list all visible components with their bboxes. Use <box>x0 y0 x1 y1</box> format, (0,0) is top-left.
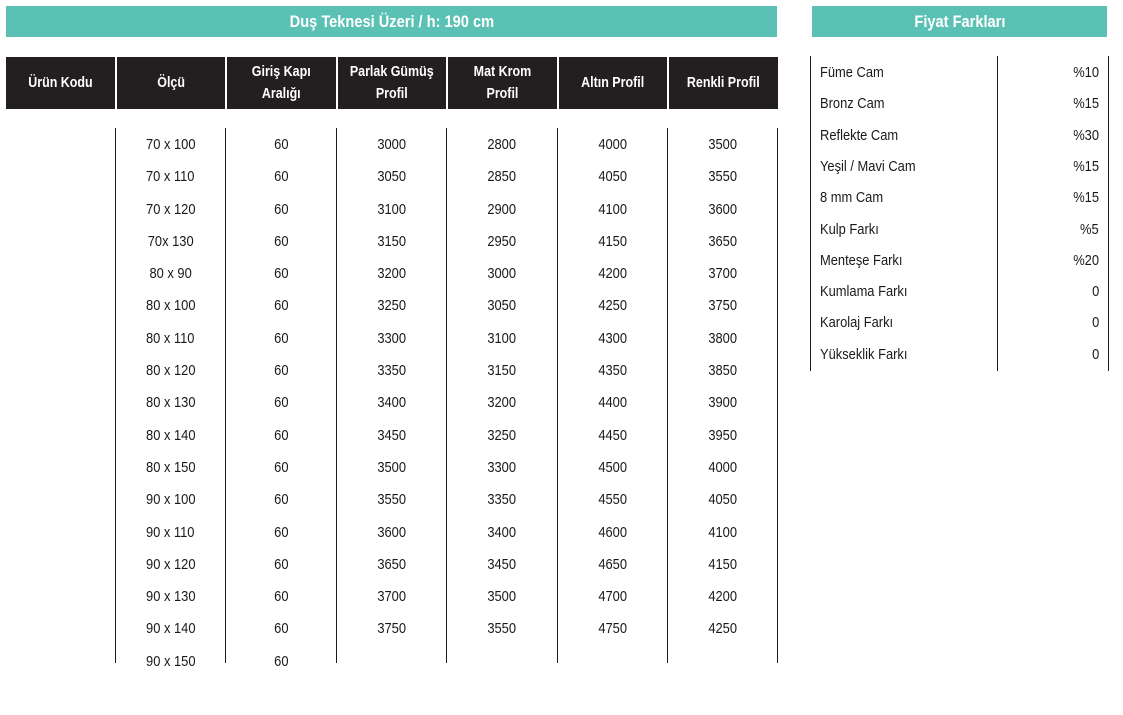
table-cell-renkli-profil: 4000 <box>708 458 738 476</box>
table-cell-altin-profil: 4300 <box>598 329 627 347</box>
price-difference-label: Kulp Farkı <box>820 220 879 238</box>
table-cell-altin-profil: 4400 <box>598 394 627 412</box>
table-cell-renkli-profil: 3800 <box>708 329 738 347</box>
table-cell-mat-krom-profil: 3250 <box>487 426 517 444</box>
table-cell-mat-krom-profil: 3500 <box>487 588 517 606</box>
table-cell-parlak-gumus-profil: 3300 <box>377 329 406 347</box>
column-header-renkli-profil: Renkli Profil <box>667 57 778 109</box>
column-olcu <box>115 128 225 670</box>
table-cell-mat-krom-profil: 3050 <box>487 297 517 315</box>
price-difference-label: Füme Cam <box>820 64 884 81</box>
price-table <box>6 57 778 670</box>
column-giris-kapi-araligi <box>225 128 336 670</box>
table-cell-olcu: 90 x 140 <box>145 620 196 638</box>
table-cell-mat-krom-profil: 3450 <box>487 555 517 573</box>
table-cell-parlak-gumus-profil: 3200 <box>377 265 406 283</box>
price-difference-value: %15 <box>1073 189 1099 207</box>
table-cell-giris-kapi-araligi: 60 <box>273 491 289 509</box>
table-cell-parlak-gumus-profil: 3700 <box>377 588 406 606</box>
table-cell-altin-profil: 4000 <box>598 136 627 153</box>
price-difference-value: 0 <box>1091 314 1099 332</box>
table-cell-renkli-profil: 3500 <box>708 136 738 153</box>
table-cell-renkli-profil: 3700 <box>708 265 738 283</box>
price-difference-value: 0 <box>1091 345 1099 363</box>
price-difference-row <box>810 245 1109 276</box>
table-cell-parlak-gumus-profil: 3250 <box>377 297 406 315</box>
price-difference-value: %20 <box>1073 251 1099 269</box>
price-difference-value: %5 <box>1080 220 1099 238</box>
price-difference-label: Yükseklik Farkı <box>820 345 908 363</box>
table-cell-parlak-gumus-profil: 3450 <box>377 426 406 444</box>
price-difference-label: 8 mm Cam <box>820 189 884 207</box>
table-cell-altin-profil: 4700 <box>598 588 627 606</box>
table-cell-mat-krom-profil: 2850 <box>487 168 517 186</box>
column-header-altin-profil: Altın Profil <box>557 57 667 109</box>
table-cell-renkli-profil: 3900 <box>708 394 738 412</box>
price-difference-value: %30 <box>1073 126 1099 144</box>
column-header-urun-kodu: Ürün Kodu <box>28 75 93 91</box>
table-cell-giris-kapi-araligi: 60 <box>273 394 289 412</box>
table-cell-mat-krom-profil: 3150 <box>487 362 517 380</box>
table-cell-giris-kapi-araligi: 60 <box>273 232 289 250</box>
table-cell-parlak-gumus-profil: 3500 <box>377 458 406 476</box>
table-cell-altin-profil: 4450 <box>598 426 627 444</box>
table-cell-olcu: 80 x 140 <box>145 426 196 444</box>
price-difference-label: Kumlama Farkı <box>820 283 908 301</box>
table-cell-olcu: 80 x 130 <box>145 394 196 412</box>
price-difference-row <box>810 276 1109 307</box>
table-cell-olcu: 90 x 150 <box>145 652 196 670</box>
table-cell-altin-profil: 4250 <box>598 297 627 315</box>
table-cell-giris-kapi-araligi: 60 <box>273 555 289 573</box>
price-difference-row <box>810 151 1109 182</box>
table-cell-renkli-profil: 4250 <box>708 620 738 638</box>
price-difference-label: Menteşe Farkı <box>820 251 903 269</box>
price-difference-value: %15 <box>1073 157 1099 175</box>
table-cell-giris-kapi-araligi: 60 <box>273 426 289 444</box>
price-difference-label: Reflekte Cam <box>820 126 899 144</box>
table-cell-mat-krom-profil: 2950 <box>487 232 517 250</box>
table-cell-parlak-gumus-profil: 3350 <box>377 362 406 380</box>
table-cell-giris-kapi-araligi: 60 <box>273 136 289 153</box>
table-cell-olcu: 80 x 150 <box>145 458 196 476</box>
price-difference-row <box>810 88 1109 119</box>
table-cell-parlak-gumus-profil: 3050 <box>377 168 406 186</box>
table-cell-mat-krom-profil: 3200 <box>487 394 517 412</box>
table-cell-renkli-profil <box>668 645 778 677</box>
price-difference-label: Bronz Cam <box>820 95 885 113</box>
table-cell-giris-kapi-araligi: 60 <box>273 265 289 283</box>
table-cell-renkli-profil: 4200 <box>708 588 738 606</box>
price-difference-row <box>810 339 1109 370</box>
table-title-banner <box>6 6 777 37</box>
price-difference-value: %15 <box>1073 95 1099 113</box>
price-difference-value: %10 <box>1073 64 1099 81</box>
price-difference-row <box>810 307 1109 338</box>
table-cell-altin-profil: 4150 <box>598 232 627 250</box>
table-cell-renkli-profil: 4100 <box>708 523 738 541</box>
table-cell-mat-krom-profil: 3000 <box>487 265 517 283</box>
table-cell-olcu: 70 x 100 <box>145 136 196 153</box>
price-difference-row <box>810 182 1109 213</box>
table-cell-olcu: 80 x 110 <box>146 329 195 347</box>
table-cell-olcu: 80 x 120 <box>145 362 196 380</box>
table-cell-renkli-profil: 3850 <box>708 362 738 380</box>
table-title: Duş Teknesi Üzeri / h: 190 cm <box>289 12 494 31</box>
column-altin-profil <box>557 128 667 663</box>
table-cell-altin-profil: 4050 <box>598 168 627 186</box>
table-cell-giris-kapi-araligi: 60 <box>273 588 289 606</box>
column-mat-krom-profil <box>446 128 557 663</box>
table-header <box>6 57 778 109</box>
table-cell-parlak-gumus-profil: 3550 <box>377 491 406 509</box>
column-header-parlak-gumus-profil: Parlak Gümüş Profil <box>336 57 446 109</box>
table-cell-renkli-profil: 3600 <box>708 200 738 218</box>
table-cell-parlak-gumus-profil <box>337 645 446 677</box>
price-difference-row <box>810 120 1109 151</box>
price-differences-title: Fiyat Farkları <box>913 12 1005 31</box>
table-cell-giris-kapi-araligi: 60 <box>273 200 289 218</box>
price-difference-label: Yeşil / Mavi Cam <box>820 157 916 175</box>
column-renkli-profil <box>667 128 778 663</box>
table-cell-altin-profil: 4350 <box>598 362 627 380</box>
table-cell-parlak-gumus-profil: 3650 <box>377 555 406 573</box>
table-cell-altin-profil: 4500 <box>598 458 627 476</box>
table-cell-mat-krom-profil: 3300 <box>487 458 517 476</box>
table-cell-renkli-profil: 3950 <box>708 426 738 444</box>
table-cell-renkli-profil: 3750 <box>708 297 738 315</box>
table-cell-olcu: 70 x 120 <box>145 200 196 218</box>
price-difference-label: Karolaj Farkı <box>820 314 894 332</box>
table-cell-mat-krom-profil: 3550 <box>487 620 517 638</box>
column-header-mat-krom-profil: Mat Krom Profil <box>446 57 557 109</box>
column-header-giris-kapi-araligi: Giriş Kapı Aralığı <box>225 57 336 109</box>
table-cell-mat-krom-profil <box>447 645 557 677</box>
column-parlak-gumus-profil <box>336 128 446 663</box>
table-cell-altin-profil: 4550 <box>598 491 627 509</box>
table-cell-mat-krom-profil: 3400 <box>487 523 517 541</box>
column-urun-kodu <box>6 128 115 663</box>
table-cell-altin-profil: 4750 <box>598 620 627 638</box>
table-cell-parlak-gumus-profil: 3150 <box>377 232 406 250</box>
table-cell-mat-krom-profil: 2900 <box>487 200 517 218</box>
table-cell-mat-krom-profil: 2800 <box>487 136 517 153</box>
table-cell-giris-kapi-araligi: 60 <box>273 620 289 638</box>
price-difference-row <box>810 214 1109 245</box>
table-cell-giris-kapi-araligi: 60 <box>273 168 289 186</box>
table-cell-giris-kapi-araligi: 60 <box>273 362 289 380</box>
price-difference-row <box>810 57 1109 88</box>
table-cell-giris-kapi-araligi: 60 <box>273 297 289 315</box>
table-cell-olcu: 80 x 90 <box>149 265 192 283</box>
table-cell-olcu: 90 x 100 <box>145 491 196 509</box>
table-cell-giris-kapi-araligi: 60 <box>273 652 289 670</box>
table-cell-mat-krom-profil: 3100 <box>487 329 517 347</box>
table-cell-parlak-gumus-profil: 3400 <box>377 394 406 412</box>
table-cell-olcu: 90 x 130 <box>145 588 196 606</box>
column-header-olcu: Ölçü <box>115 57 225 109</box>
table-cell-renkli-profil: 3650 <box>708 232 738 250</box>
table-cell-parlak-gumus-profil: 3600 <box>377 523 406 541</box>
table-cell-renkli-profil: 4150 <box>708 555 738 573</box>
table-cell-renkli-profil: 3550 <box>708 168 738 186</box>
table-cell-giris-kapi-araligi: 60 <box>273 329 289 347</box>
table-cell-renkli-profil: 4050 <box>708 491 738 509</box>
table-cell-altin-profil: 4600 <box>598 523 627 541</box>
table-right-border <box>777 128 778 663</box>
table-cell-olcu: 90 x 120 <box>145 555 196 573</box>
table-cell-giris-kapi-araligi: 60 <box>273 458 289 476</box>
table-cell-olcu: 70 x 110 <box>146 168 195 186</box>
table-cell-parlak-gumus-profil: 3100 <box>377 200 406 218</box>
table-cell-olcu: 80 x 100 <box>145 297 196 315</box>
price-differences-title-banner <box>812 6 1107 37</box>
table-cell-olcu: 70x 130 <box>147 232 194 250</box>
table-cell-olcu: 90 x 110 <box>146 523 195 541</box>
price-difference-value: 0 <box>1091 283 1099 301</box>
table-cell-altin-profil: 4650 <box>598 555 627 573</box>
price-differences-table <box>810 56 1109 371</box>
table-cell-altin-profil: 4200 <box>598 265 627 283</box>
table-cell-giris-kapi-araligi: 60 <box>273 523 289 541</box>
table-cell-mat-krom-profil: 3350 <box>487 491 517 509</box>
table-cell-parlak-gumus-profil: 3750 <box>377 620 406 638</box>
table-cell-altin-profil <box>558 645 667 677</box>
table-cell-altin-profil: 4100 <box>598 200 627 218</box>
table-cell-parlak-gumus-profil: 3000 <box>377 136 406 153</box>
